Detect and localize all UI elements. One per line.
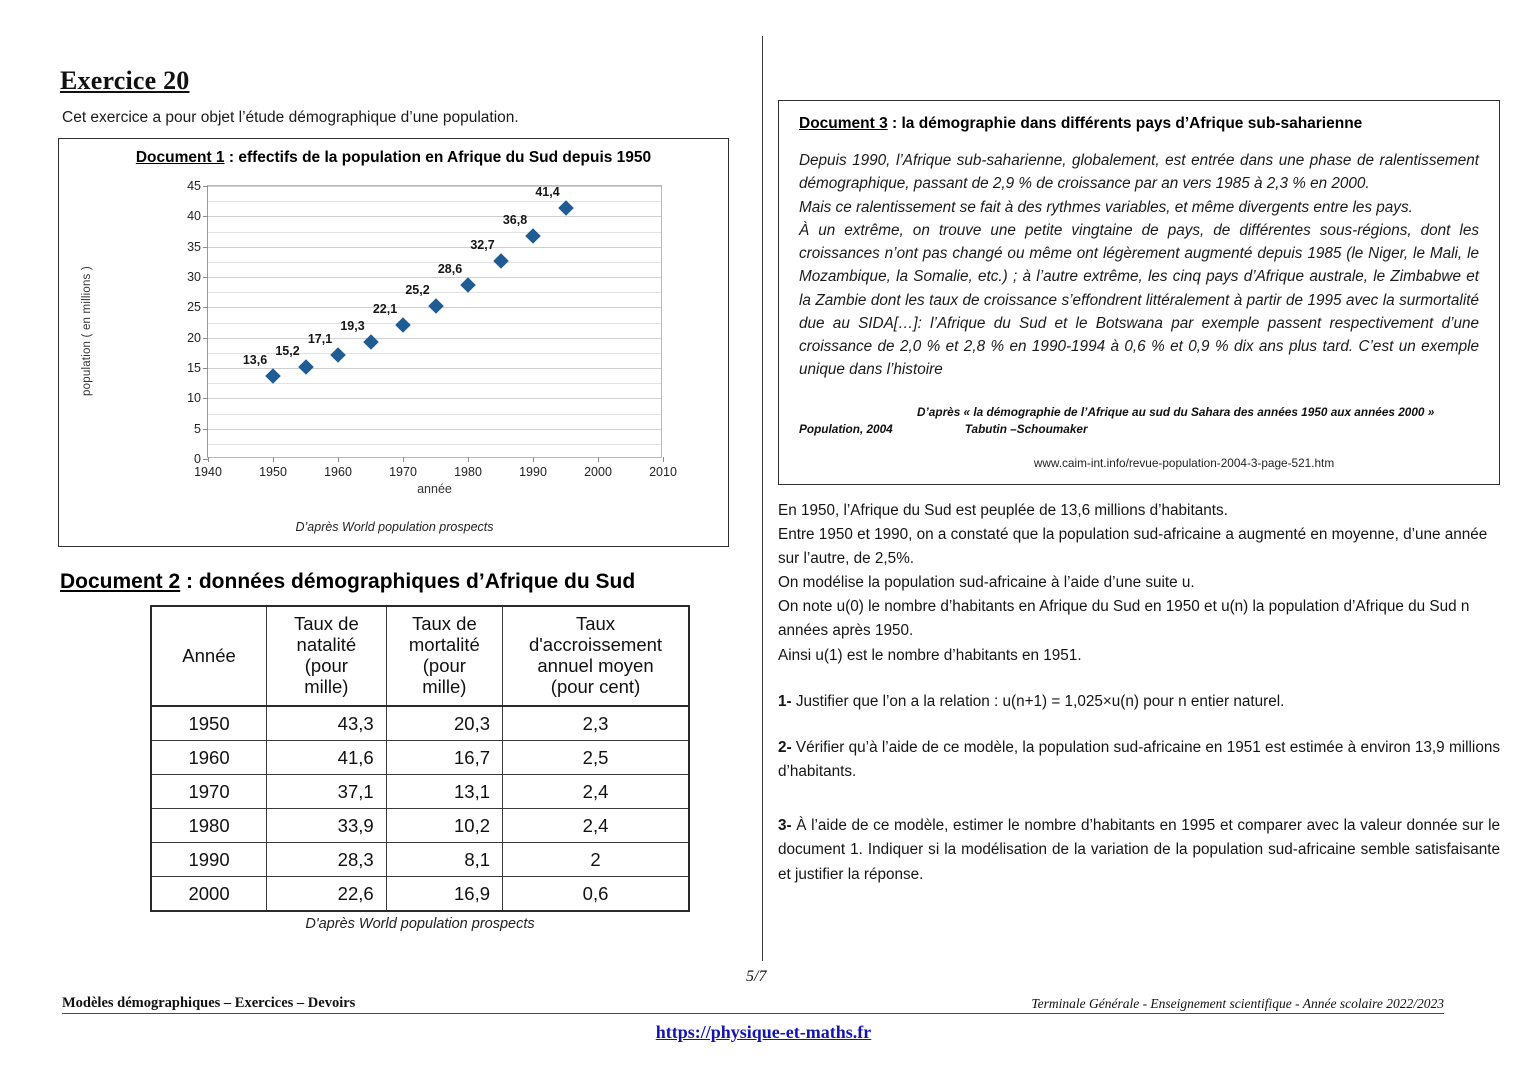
- exercise-statement: [778, 499, 1500, 887]
- table-header-row: [151, 606, 689, 706]
- question-number: 2-: [778, 738, 792, 756]
- column-header-line: mortalité: [408, 634, 480, 656]
- cell-natalite: 41,6: [267, 741, 387, 775]
- chart-data-point: [298, 359, 314, 375]
- chart-x-tick-mark: [468, 457, 469, 462]
- document-1-box: [58, 138, 729, 547]
- chart-x-tick-mark: [273, 457, 274, 462]
- chart-y-tick-mark: [203, 307, 208, 308]
- footer-rule: [62, 1013, 1444, 1014]
- question-text: Vérifier qu’à l’aide de ce modèle, la population sud-africaine en 1951 est estimée à environ 13,9 millions d’habitants.: [778, 738, 1500, 781]
- chart-gridline: [208, 262, 661, 263]
- cell-accroissement: 2,5: [503, 741, 689, 775]
- cell-accroissement: 0,6: [503, 877, 689, 912]
- chart-y-tick-label: 15: [187, 361, 201, 375]
- chart-gridline: [208, 247, 661, 248]
- credit-author: Tabutin –Schoumaker: [964, 421, 1088, 436]
- document-3-box: [778, 100, 1500, 485]
- document-2-title: [60, 570, 748, 594]
- chart-gridline: [208, 368, 661, 369]
- chart-gridline: [208, 232, 661, 233]
- table-row: [151, 741, 689, 775]
- column-header-line: (pour: [304, 655, 348, 677]
- exercise-intro: Cet exercice a pour objet l’étude démographique d’une population.: [62, 109, 519, 126]
- cell-mortalite: 8,1: [386, 843, 502, 877]
- question-number: 3-: [778, 817, 792, 835]
- document-1-title: [59, 149, 728, 167]
- credit-population: Population, 2004: [799, 421, 893, 436]
- chart-y-tick-mark: [203, 429, 208, 430]
- chart-data-point: [558, 200, 574, 216]
- chart-x-tick-label: 2000: [584, 465, 612, 479]
- document-3-paragraph: Depuis 1990, l’Afrique sub-saharienne, globalement, est entrée dans une phase de ralentissement démographique, passant de 2,9 % de croissance par an vers 1985 à 2,3 % en 2000.: [799, 152, 1479, 193]
- chart-gridline: [208, 429, 661, 430]
- document-3-title: [799, 115, 1479, 133]
- question-number: 1-: [778, 692, 792, 710]
- table-row: [151, 775, 689, 809]
- page-number: 5/7: [746, 968, 767, 985]
- statement-line: En 1950, l’Afrique du Sud est peuplée de 13,6 millions d’habitants.: [778, 501, 1228, 519]
- statement-lines: [778, 499, 1500, 668]
- chart-data-label: 25,2: [405, 283, 430, 298]
- column-header-mortalite: [386, 606, 502, 706]
- column-header-line: annuel moyen: [537, 655, 654, 677]
- document-2-label: Document 2: [60, 570, 181, 593]
- chart-gridline: [208, 444, 661, 445]
- question-text: Justifier que l’on a la relation : u(n+1) = 1,025×u(n) pour n entier naturel.: [791, 692, 1285, 710]
- cell-mortalite: 16,7: [386, 741, 502, 775]
- table-row: [151, 706, 689, 741]
- chart-x-tick-label: 1960: [324, 465, 352, 479]
- column-header-line: (pour cent): [550, 676, 641, 698]
- chart-data-label: 13,6: [242, 353, 268, 368]
- chart-y-tick-mark: [203, 277, 208, 278]
- chart-data-label: 36,8: [502, 212, 528, 227]
- cell-annee: 1980: [151, 809, 267, 843]
- chart-y-tick-mark: [203, 216, 208, 217]
- column-header-line: (pour: [422, 655, 466, 677]
- document-2-source: D'après World population prospects: [305, 916, 535, 933]
- chart-plot-area: [187, 179, 677, 479]
- chart-data-label: 22,1: [372, 301, 398, 316]
- cell-accroissement: 2,3: [503, 706, 689, 741]
- chart-y-tick-mark: [203, 186, 208, 187]
- column-header-line: Taux: [575, 613, 616, 634]
- column-header-line: Taux de: [293, 613, 359, 634]
- chart-data-point: [460, 278, 476, 294]
- chart-y-tick-label: 25: [187, 300, 201, 315]
- document-2-title-rest: : données démographiques d’Afrique du Sud: [180, 570, 636, 593]
- chart-y-tick-label: 20: [187, 330, 201, 345]
- chart-gridline: [208, 186, 661, 187]
- chart-data-label: 19,3: [340, 318, 365, 333]
- right-column: [778, 100, 1500, 887]
- column-header-line: mille): [422, 676, 467, 698]
- document-3-paragraph: Mais ce ralentissement se fait à des rythmes variables, et même divergents entre les pays.: [799, 198, 1413, 216]
- cell-annee: 1990: [151, 843, 267, 877]
- column-header-line: mille): [304, 676, 349, 698]
- chart-x-tick-label: 2010: [649, 465, 677, 479]
- document-1-source: D’après World population prospects: [295, 520, 494, 534]
- table-row: [151, 843, 689, 877]
- table-body: [151, 706, 689, 911]
- chart-gridline: [208, 277, 661, 278]
- document-3-credit: [799, 404, 1479, 438]
- chart-data-point: [265, 369, 281, 385]
- document-1-label: Document 1: [135, 149, 225, 166]
- chart-y-tick-label: 5: [194, 421, 201, 436]
- demographic-data-table: [150, 605, 690, 912]
- chart-y-tick-label: 10: [187, 391, 201, 406]
- question-item: [778, 814, 1500, 886]
- chart-x-tick-label: 1990: [519, 465, 547, 479]
- document-3-url: www.caim-int.info/revue-population-2004-3-page-521.htm: [1033, 455, 1335, 470]
- chart-x-axis-label: année: [417, 482, 452, 496]
- cell-accroissement: 2,4: [503, 809, 689, 843]
- chart-data-point: [395, 317, 411, 333]
- column-header-line: Année: [182, 644, 236, 666]
- column-header-annee: [151, 606, 267, 706]
- document-3-label: Document 3: [799, 115, 888, 132]
- footer-left-text: Modèles démographiques – Exercices – Devoirs: [62, 995, 356, 1011]
- question-item: [778, 690, 1500, 714]
- statement-line: Ainsi u(1) est le nombre d’habitants en 1951.: [778, 646, 1082, 664]
- chart-data-point: [493, 253, 509, 269]
- document-1-title-rest: : effectifs de la population en Afrique du Sud depuis 1950: [224, 149, 652, 166]
- chart-x-tick-mark: [533, 457, 534, 462]
- chart-gridline: [208, 414, 661, 415]
- credit-source-line: D’après « la démographie de l’Afrique au sud du Sahara des années 1950 aux années 2000 »: [917, 404, 1435, 419]
- chart-data-label: 15,2: [275, 343, 300, 358]
- column-header-line: Taux de: [411, 613, 477, 634]
- chart-y-tick-mark: [203, 338, 208, 339]
- footer-website-link[interactable]: https://physique-et-maths.fr: [655, 1022, 872, 1042]
- chart-y-tick-label: 45: [187, 179, 201, 193]
- column-header-line: d'accroissement: [528, 634, 663, 656]
- cell-annee: 1960: [151, 741, 267, 775]
- chart-x-tick-label: 1970: [389, 465, 417, 479]
- document-3-title-rest: : la démographie dans différents pays d’Afrique sub-saharienne: [887, 115, 1363, 132]
- statement-line: On modélise la population sud-africaine à l’aide d’une suite u.: [778, 574, 1195, 592]
- chart-data-label: 28,6: [437, 262, 463, 277]
- chart-data-label: 41,4: [535, 184, 560, 199]
- chart-x-tick-mark: [598, 457, 599, 462]
- chart-x-tick-label: 1980: [454, 465, 482, 479]
- cell-accroissement: 2: [503, 843, 689, 877]
- column-divider: [762, 36, 763, 961]
- chart-x-tick-mark: [403, 457, 404, 462]
- cell-mortalite: 20,3: [386, 706, 502, 741]
- exercise-title: Exercice 20: [60, 66, 190, 95]
- chart-gridline: [208, 216, 661, 217]
- question-text: À l’aide de ce modèle, estimer le nombre d’habitants en 1995 et comparer avec la valeur donnée sur le document 1. Indiquer si la modélisation de la variation de la population sud-africaine semble satisfaisante et justifier la réponse.: [778, 817, 1500, 883]
- cell-mortalite: 16,9: [386, 877, 502, 912]
- question-list: [778, 690, 1500, 887]
- statement-line: Entre 1950 et 1990, on a constaté que la population sud-africaine a augmenté en moyenne, d’une année sur l’autre, de 2,5%.: [778, 525, 1488, 567]
- cell-natalite: 28,3: [267, 843, 387, 877]
- column-header-natalite: [267, 606, 387, 706]
- chart-gridline: [208, 338, 661, 339]
- cell-natalite: 33,9: [267, 809, 387, 843]
- table-row: [151, 809, 689, 843]
- chart-x-tick-mark: [338, 457, 339, 462]
- chart-y-tick-mark: [203, 247, 208, 248]
- column-header-line: natalité: [296, 634, 357, 656]
- cell-natalite: 43,3: [267, 706, 387, 741]
- cell-mortalite: 13,1: [386, 775, 502, 809]
- chart-y-tick-label: 30: [187, 270, 201, 284]
- footer-right-text: Terminale Générale - Enseignement scientifique - Année scolaire 2022/2023: [1031, 996, 1444, 1011]
- chart-y-tick-label: 0: [194, 452, 201, 466]
- cell-annee: 2000: [151, 877, 267, 912]
- table-head: [151, 606, 689, 706]
- chart-gridline: [208, 292, 661, 293]
- cell-natalite: 22,6: [267, 877, 387, 912]
- chart-gridline: [208, 201, 661, 202]
- cell-annee: 1950: [151, 706, 267, 741]
- document-3-paragraph: À un extrême, on trouve une petite vingtaine de pays, de différentes sous-régions, dont les croissances n’ont pas changé ou même ont légèrement augmenté depuis 1985 (le Niger, le Mali, le Mozambique, la Somalie, etc.) ; à l’autre extrême, les cinq pays d’Afrique australe, le Zimbabwe et la Zambie dont les taux de croissance s’effondrent littéralement à partir de 1995 avec la surmortalité due au SIDA[…]: l’Afrique du Sud et le Botswana par exemple passent respectivement d’une croissance de 2,0 % et 2,8 % en 1990-1994 à 0,6 % et 0,9 % dix ans plus tard. C’est un exemple unique dans l’histoire: [799, 221, 1479, 379]
- chart-data-point: [428, 298, 444, 314]
- document-2-table-holder: [150, 605, 690, 932]
- chart-data-label: 17,1: [307, 332, 333, 347]
- cell-annee: 1970: [151, 775, 267, 809]
- chart-y-tick-label: 40: [187, 209, 201, 224]
- left-column: [58, 66, 748, 932]
- chart-gridline: [208, 398, 661, 399]
- chart-x-tick-label: 1950: [259, 465, 287, 479]
- chart-data-point: [330, 347, 346, 363]
- chart-data-point: [363, 334, 379, 350]
- cell-mortalite: 10,2: [386, 809, 502, 843]
- chart-data-point: [525, 228, 541, 244]
- credit-second-line: [799, 421, 1479, 438]
- chart-data-label: 32,7: [470, 237, 495, 252]
- population-chart: [59, 173, 730, 503]
- question-item: [778, 736, 1500, 784]
- chart-gridline: [208, 323, 661, 324]
- cell-accroissement: 2,4: [503, 775, 689, 809]
- chart-y-tick-mark: [203, 368, 208, 369]
- chart-gridline: [208, 383, 661, 384]
- chart-x-tick-mark: [663, 457, 664, 462]
- table-row: [151, 877, 689, 912]
- chart-y-axis-label: population ( en millions ): [81, 266, 93, 396]
- chart-y-tick-label: 35: [187, 239, 201, 254]
- statement-line: On note u(0) le nombre d’habitants en Afrique du Sud en 1950 et u(n) la population d’Afrique du Sud n années après 1950.: [778, 598, 1470, 640]
- cell-natalite: 37,1: [267, 775, 387, 809]
- column-header-accroissement: [503, 606, 689, 706]
- chart-x-tick-label: 1940: [194, 465, 222, 479]
- chart-y-tick-mark: [203, 398, 208, 399]
- document-3-body: [799, 149, 1479, 382]
- chart-x-tick-mark: [208, 457, 209, 462]
